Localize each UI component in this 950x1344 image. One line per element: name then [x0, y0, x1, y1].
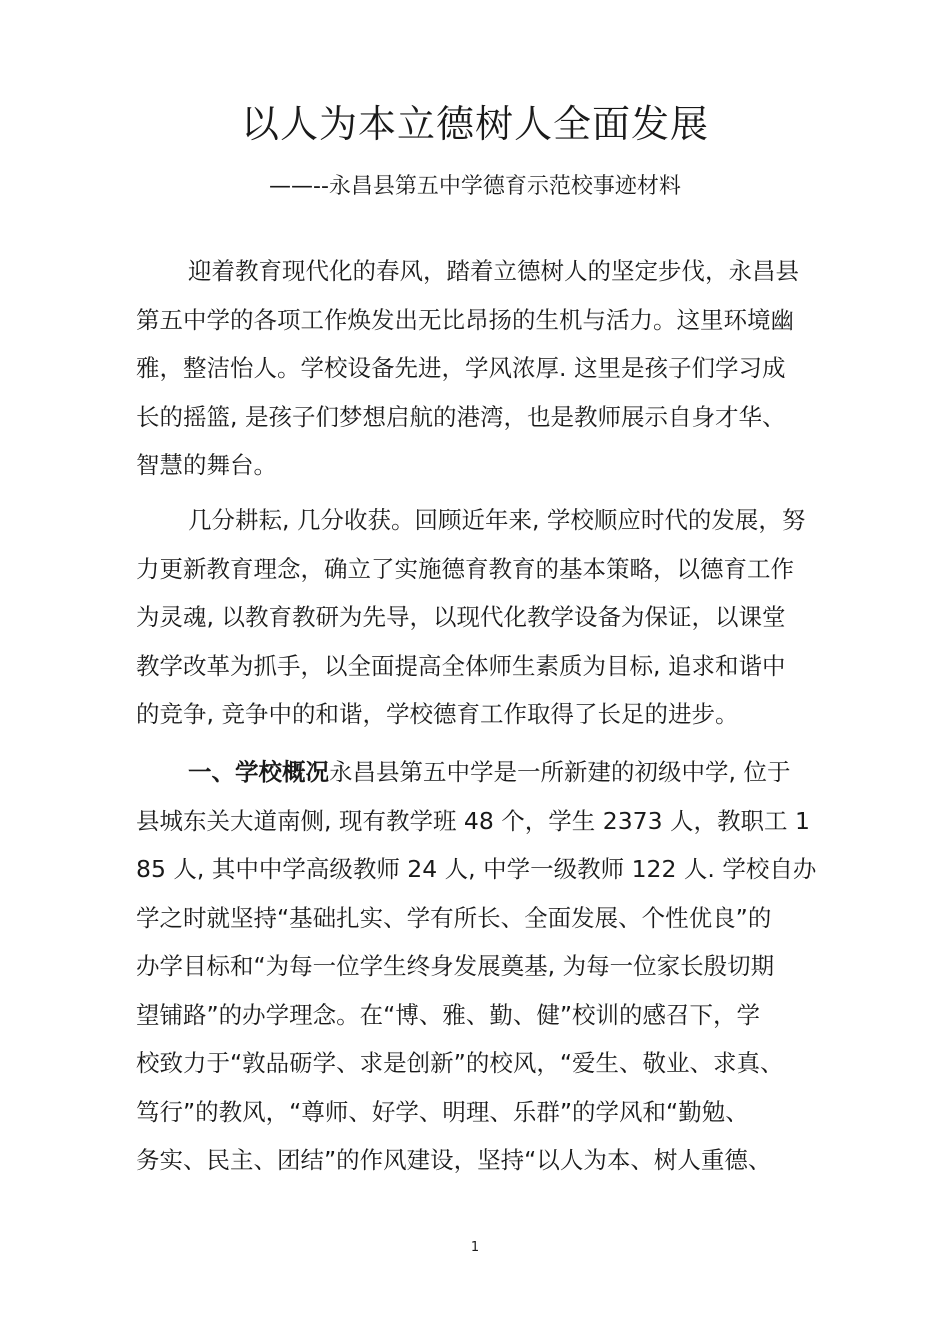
document-title: 以人为本立德树人全面发展	[240, 102, 709, 146]
text-line: 办学目标和“为每一位学生终身发展奠基, 为每一位家长殷切期	[136, 952, 775, 980]
paragraph-school-overview	[136, 748, 836, 1185]
text-line: 85 人, 其中中学高级教师 24 人, 中学一级教师 122 人. 学校自办	[136, 855, 817, 883]
text-line: 校致力于“敦品砺学、求是创新”的校风，“爱生、敬业、求真、	[136, 1049, 784, 1077]
text-line: 迎着教育现代化的春风，踏着立德树人的坚定步伐，永昌县	[188, 257, 799, 285]
text-line: 县城东关大道南侧, 现有教学班 48 个，学生 2373 人，教职工 1	[136, 806, 810, 835]
text-line: 为灵魂, 以教育教研为先导，以现代化教学设备为保证，以课堂	[136, 603, 786, 631]
text-line: 望铺路”的办学理念。在“博、雅、勤、健”校训的感召下，学	[136, 1000, 761, 1029]
text-line: 务实、民主、团结”的作风建设，坚持“以人为本、树人重德、	[136, 1146, 772, 1174]
text-line-rest: 永昌县第五中学是一所新建的初级中学, 位于	[329, 758, 791, 786]
text-line: 学之时就坚持“基础扎实、学有所长、全面发展、个性优良”的	[136, 903, 772, 932]
section-heading: 一、学校概况	[188, 758, 329, 786]
text-line: 教学改革为抓手，以全面提高全体师生素质为目标, 追求和谐中	[136, 651, 786, 680]
text-line: 的竞争, 竞争中的和谐，学校德育工作取得了长足的进步。	[136, 700, 739, 728]
text-line: 几分耕耘, 几分收获。回顾近年来, 学校顺应时代的发展，努	[188, 506, 806, 534]
text-line: 雅，整洁怡人。学校设备先进，学风浓厚. 这里是孩子们学习成	[136, 354, 786, 382]
text-line	[136, 748, 836, 797]
text-line: 力更新教育理念，确立了实施德育教育的基本策略，以德育工作	[136, 554, 794, 583]
text-line: 长的摇篮, 是孩子们梦想启航的港湾，也是教师展示自身才华、	[136, 402, 786, 431]
document-subtitle: ——--永昌县第五中学德育示范校事迹材料	[269, 174, 681, 199]
paragraph-intro	[136, 247, 836, 490]
text-line: 第五中学的各项工作焕发出无比昂扬的生机与活力。这里环境幽	[136, 305, 794, 334]
text-line: 笃行”的教风，“尊师、好学、明理、乐群”的学风和“勤勉、	[136, 1097, 749, 1126]
text-line: 智慧的舞台。	[136, 451, 277, 479]
page-number: 1	[470, 1240, 480, 1255]
paragraph-achievements	[136, 496, 836, 739]
